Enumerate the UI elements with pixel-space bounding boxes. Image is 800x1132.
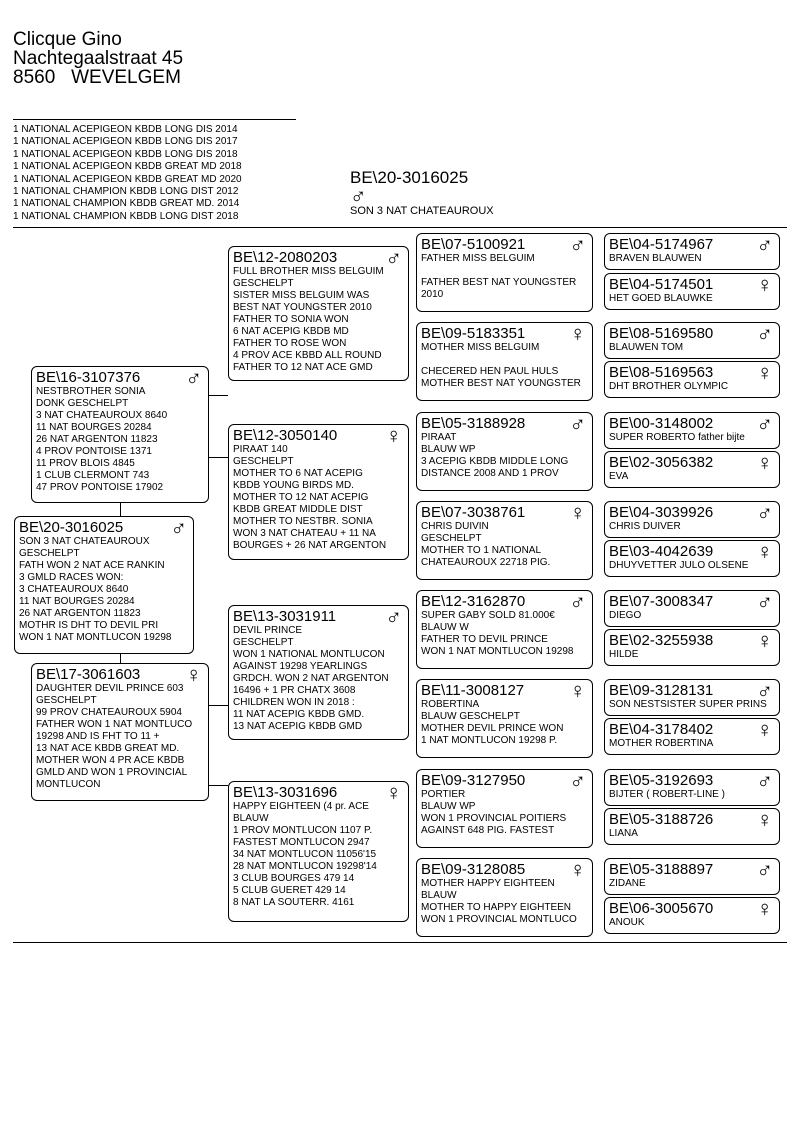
info-line: KBDB YOUNG BIRDS MD. [233, 480, 354, 491]
title-item: 1 NATIONAL ACEPIGEON KBDB LONG DIS 2017 [13, 136, 238, 148]
top-divider [13, 227, 787, 228]
subject-ring: BE\20-3016025 [350, 168, 469, 187]
bottom-divider [13, 942, 787, 943]
info-line: 11 NAT BOURGES 20284 [36, 422, 152, 433]
ring-number: BE\12-3162870 [421, 593, 526, 610]
info-line: DONK GESCHELPT [36, 398, 129, 409]
info-line: 28 NAT MONTLUCON 19298'14 [233, 861, 377, 872]
info-line: 1 CLUB CLERMONT 743 [36, 470, 150, 481]
info-line: 99 PROV CHATEAUROUX 5904 [36, 707, 182, 718]
ring-number: BE\13-3031696 [233, 784, 338, 801]
info-line: WON 1 PROVINCIAL POITIERS [421, 813, 567, 824]
info-line: HET GOED BLAUWKE [609, 293, 713, 304]
pedigree-box-gen4-8 [604, 540, 780, 577]
info-line: FATHER MISS BELGUIM [421, 253, 535, 264]
info-line: MONTLUCON [36, 779, 101, 790]
ring-number: BE\02-3056382 [609, 454, 714, 471]
info-line: MOTHER ROBERTINA [609, 738, 714, 749]
info-line: AGAINST 19298 YEARLINGS [233, 661, 368, 672]
ring-number: BE\09-5183351 [421, 325, 526, 342]
title-item: 1 NATIONAL ACEPIGEON KBDB GREAT MD 2018 [13, 161, 242, 173]
info-line: WON 1 NAT MONTLUCON 19298 [421, 646, 574, 657]
info-line: 11 NAT ACEPIG KBDB GMD. [233, 709, 365, 720]
sex-icon: ♀ [756, 540, 773, 564]
info-line: 11 NAT BOURGES 20284 [19, 596, 135, 607]
info-line: LIANA [609, 828, 638, 839]
info-line: BLAUW [421, 890, 457, 901]
info-line: MOTHER DEVIL PRINCE WON [421, 723, 564, 734]
info-line: BEST NAT YOUNGSTER 2010 [233, 302, 372, 313]
info-line: 2010 [421, 289, 444, 300]
pedigree-box-gen4-3 [604, 322, 780, 359]
info-line: GRDCH. WON 2 NAT ARGENTON [233, 673, 389, 684]
sex-icon: ♀ [185, 663, 202, 687]
info-line: PIRAAT 140 [233, 444, 288, 455]
title-item: 1 NATIONAL ACEPIGEON KBDB GREAT MD 2020 [13, 173, 242, 185]
ring-number: BE\05-3188897 [609, 861, 714, 878]
pedigree-box-gen4-11 [604, 679, 780, 716]
info-line: HAPPY EIGHTEEN (4 pr. ACE [233, 801, 369, 812]
info-line: CHRIS DUIVIN [421, 521, 489, 532]
ring-number: BE\09-3128131 [609, 682, 714, 699]
info-line: SUPER GABY SOLD 81.000€ [421, 610, 555, 621]
ring-number: BE\04-3178402 [609, 721, 714, 738]
owner-name: Clicque Gino [13, 29, 122, 50]
info-line: FULL BROTHER MISS BELGUIM [233, 266, 384, 277]
sex-icon: ♂ [756, 769, 773, 793]
info-line: MOTHR IS DHT TO DEVIL PRI [19, 620, 159, 631]
pedigree-box-dam-dam [228, 781, 409, 922]
sex-icon: ♀ [385, 781, 402, 805]
info-line: BLAUW GESCHELPT [421, 711, 520, 722]
pedigree-box-dam-sire [228, 605, 409, 740]
pedigree-box-sds [416, 412, 593, 491]
info-line: WON 3 NAT CHATEAU + 11 NA [233, 528, 376, 539]
pedigree-box-gen4-12 [604, 718, 780, 755]
sex-icon: ♂ [569, 590, 586, 614]
info-line: BLAUW [233, 813, 269, 824]
ring-number: BE\09-3127950 [421, 772, 526, 789]
info-line: WON 1 PROVINCIAL MONTLUCO [421, 914, 577, 925]
info-line: MOTHER MISS BELGUIM [421, 342, 540, 353]
info-line: ZIDANE [609, 878, 646, 889]
info-line: 16496 + 1 PR CHATX 3608 [233, 685, 356, 696]
info-line: FATHER TO DEVIL PRINCE [421, 634, 548, 645]
info-line: 5 CLUB GUERET 429 14 [233, 885, 346, 896]
ring-number: BE\04-3039926 [609, 504, 714, 521]
info-line: GESCHELPT [233, 637, 294, 648]
info-line: BLAUW WP [421, 444, 476, 455]
pedigree-box-gen4-14 [604, 808, 780, 845]
info-line: BLAUW WP [421, 801, 476, 812]
pedigree-box-pigeon [14, 516, 194, 654]
info-line: SISTER MISS BELGUIM WAS [233, 290, 370, 301]
sex-icon: ♂ [756, 412, 773, 436]
pedigree-box-gen4-4 [604, 361, 780, 398]
pedigree-box-gen4-2 [604, 273, 780, 310]
info-line: 1 PROV MONTLUCON 1107 P. [233, 825, 373, 836]
info-line [421, 265, 588, 277]
sex-icon: ♂ [170, 516, 187, 540]
sex-icon: ♂ [385, 246, 402, 270]
pedigree-box-sire-sire [228, 246, 409, 381]
owner-block [13, 30, 183, 87]
sex-icon: ♀ [756, 451, 773, 475]
connector-line [208, 705, 228, 706]
info-line: DHUYVETTER JULO OLSENE [609, 560, 749, 571]
info-line: ANOUK [609, 917, 645, 928]
info-line: CHATEAUROUX 22718 PIG. [421, 557, 551, 568]
info-line: 13 NAT ACEPIG KBDB GMD [233, 721, 363, 732]
info-line: 34 NAT MONTLUCON 11056'15 [233, 849, 377, 860]
info-line: 8 NAT LA SOUTERR. 4161 [233, 897, 355, 908]
owner-street: Nachtegaalstraat 45 [13, 48, 184, 69]
ring-number: BE\05-3188928 [421, 415, 526, 432]
info-line: 3 ACEPIG KBDB MIDDLE LONG [421, 456, 569, 467]
info-line: 3 CLUB BOURGES 479 14 [233, 873, 355, 884]
info-line: 13 NAT ACE KBDB GREAT MD. [36, 743, 180, 754]
connector-line [208, 395, 228, 396]
pedigree-box-gen4-7 [604, 501, 780, 538]
info-line: FATHER TO 12 NAT ACE GMD [233, 362, 373, 373]
info-line: FATHER BEST NAT YOUNGSTER [421, 277, 577, 288]
sex-icon: ♂ [385, 605, 402, 629]
info-line: GESCHELPT [233, 456, 294, 467]
info-line: SUPER ROBERTO father bijte [609, 432, 745, 443]
pedigree-box-gen4-6 [604, 451, 780, 488]
sex-icon: ♀ [385, 424, 402, 448]
info-line: 3 GMLD RACES WON: [19, 572, 124, 583]
info-line: WON 1 NATIONAL MONTLUCON [233, 649, 385, 660]
ring-number: BE\12-2080203 [233, 249, 338, 266]
owner-city: 8560 WEVELGEM [13, 67, 181, 88]
subject-header [350, 168, 494, 218]
sex-icon: ♀ [756, 273, 773, 297]
sex-icon: ♀ [756, 897, 773, 921]
title-item: 1 NATIONAL CHAMPION KBDB GREAT MD. 2014 [13, 198, 240, 210]
pedigree-box-ddd [416, 858, 593, 937]
info-line: BLAUWEN TOM [609, 342, 684, 353]
sex-icon: ♀ [569, 501, 586, 525]
info-line: 3 CHATEAUROUX 8640 [19, 584, 129, 595]
info-line: NESTBROTHER SONIA [36, 386, 146, 397]
pedigree-box-gen4-1 [604, 233, 780, 270]
info-line: CHILDREN WON IN 2018 : [233, 697, 355, 708]
sex-icon: ♂ [569, 233, 586, 257]
info-line: 26 NAT ARGENTON 11823 [19, 608, 141, 619]
connector-line [120, 503, 121, 516]
sex-icon: ♂ [756, 590, 773, 614]
ring-number: BE\04-5174967 [609, 236, 714, 253]
info-line: 11 PROV BLOIS 4845 [36, 458, 135, 469]
info-line: EVA [609, 471, 629, 482]
sex-icon: ♂ [756, 679, 773, 703]
pedigree-box-gen4-16 [604, 897, 780, 934]
ring-number: BE\07-3038761 [421, 504, 526, 521]
info-line: SON NESTSISTER SUPER PRINS [609, 699, 767, 710]
info-line: 1 NAT MONTLUCON 19298 P. [421, 735, 558, 746]
info-line: FASTEST MONTLUCON 2947 [233, 837, 370, 848]
info-line: CHRIS DUIVER [609, 521, 681, 532]
info-line: DAUGHTER DEVIL PRINCE 603 [36, 683, 184, 694]
info-line: GESCHELPT [233, 278, 294, 289]
info-line: GESCHELPT [421, 533, 482, 544]
info-line: PIRAAT [421, 432, 457, 443]
info-line: MOTHER BEST NAT YOUNGSTER [421, 378, 581, 389]
info-line: 3 NAT CHATEAUROUX 8640 [36, 410, 168, 421]
info-line: KBDB GREAT MIDDLE DIST [233, 504, 363, 515]
connector-line [208, 785, 228, 786]
pedigree-box-gen4-10 [604, 629, 780, 666]
info-line: GESCHELPT [36, 695, 97, 706]
info-line: DIEGO [609, 610, 642, 621]
info-line: MOTHER TO 6 NAT ACEPIG [233, 468, 363, 479]
sex-icon: ♂ [569, 412, 586, 436]
ring-number: BE\06-3005670 [609, 900, 714, 917]
info-line: WON 1 NAT MONTLUCON 19298 [19, 632, 172, 643]
sex-icon: ♂ [756, 501, 773, 525]
pedigree-box-sdd [416, 501, 593, 580]
info-line: MOTHER TO 12 NAT ACEPIG [233, 492, 369, 503]
pedigree-box-sss [416, 233, 593, 312]
ring-number: BE\13-3031911 [233, 608, 337, 625]
subject-description: SON 3 NAT CHATEAUROUX [350, 205, 494, 217]
info-line: DEVIL PRINCE [233, 625, 303, 636]
subject-sex-icon: ♂ [350, 183, 367, 208]
info-line: MOTHER HAPPY EIGHTEEN [421, 878, 555, 889]
info-line: AGAINST 648 PIG. FASTEST [421, 825, 555, 836]
info-line: FATHER WON 1 NAT MONTLUCO [36, 719, 193, 730]
info-line: GMLD AND WON 1 PROVINCIAL [36, 767, 188, 778]
info-line: PORTIER [421, 789, 466, 800]
ring-number: BE\20-3016025 [19, 519, 124, 536]
pedigree-box-gen4-5 [604, 412, 780, 449]
connector-line [120, 654, 121, 663]
info-line: BRAVEN BLAUWEN [609, 253, 702, 264]
sex-icon: ♀ [756, 718, 773, 742]
sex-icon: ♀ [756, 361, 773, 385]
pedigree-box-gen4-15 [604, 858, 780, 895]
pedigree-box-ssd [416, 322, 593, 401]
pedigree-box-sire-dam [228, 424, 409, 560]
info-line: DHT BROTHER OLYMPIC [609, 381, 729, 392]
sex-icon: ♂ [185, 366, 202, 390]
sex-icon: ♂ [756, 233, 773, 257]
pedigree-box-dss [416, 590, 593, 669]
title-item: 1 NATIONAL CHAMPION KBDB LONG DIST 2012 [13, 186, 239, 198]
pedigree-box-dam [31, 663, 209, 801]
info-line: MOTHER WON 4 PR ACE KBDB [36, 755, 185, 766]
info-line: 4 PROV ACE KBBD ALL ROUND [233, 350, 382, 361]
info-line: DISTANCE 2008 AND 1 PROV [421, 468, 559, 479]
sex-icon: ♂ [756, 858, 773, 882]
title-item: 1 NATIONAL ACEPIGEON KBDB LONG DIS 2014 [13, 124, 238, 135]
info-line: 47 PROV PONTOISE 17902 [36, 482, 164, 493]
info-line: 26 NAT ARGENTON 11823 [36, 434, 158, 445]
ring-number: BE\08-5169580 [609, 325, 714, 342]
sex-icon: ♂ [756, 322, 773, 346]
ring-number: BE\02-3255938 [609, 632, 714, 649]
pedigree-box-gen4-13 [604, 769, 780, 806]
info-line: 6 NAT ACEPIG KBDB MD [233, 326, 349, 337]
connector-line [208, 457, 228, 458]
ring-number: BE\03-4042639 [609, 543, 714, 560]
ring-number: BE\07-5100921 [421, 236, 526, 253]
info-line: BIJTER ( ROBERT-LINE ) [609, 789, 725, 800]
title-item: 1 NATIONAL CHAMPION KBDB LONG DIST 2018 [13, 210, 239, 222]
info-line: ROBERTINA [421, 699, 480, 710]
sex-icon: ♀ [569, 679, 586, 703]
pedigree-box-gen4-9 [604, 590, 780, 627]
sex-icon: ♀ [569, 322, 586, 346]
pedigree-box-sire [31, 366, 209, 503]
ring-number: BE\04-5174501 [609, 276, 714, 293]
ring-number: BE\09-3128085 [421, 861, 526, 878]
ring-number: BE\11-3008127 [421, 682, 525, 699]
ring-number: BE\16-3107376 [36, 369, 141, 386]
info-line: FATHER TO SONIA WON [233, 314, 349, 325]
sex-icon: ♀ [756, 629, 773, 653]
titles-list [13, 124, 242, 223]
info-line: CHECERED HEN PAUL HULS [421, 366, 559, 377]
info-line: FATH WON 2 NAT ACE RANKIN [19, 560, 165, 571]
info-line: BLAUW W [421, 622, 469, 633]
pedigree-box-dds [416, 769, 593, 848]
info-line: BOURGES + 26 NAT ARGENTON [233, 540, 387, 551]
sex-icon: ♀ [756, 808, 773, 832]
info-line [421, 354, 588, 366]
info-line: SON 3 NAT CHATEAUROUX [19, 536, 150, 547]
ring-number: BE\12-3050140 [233, 427, 338, 444]
info-line: 4 PROV PONTOISE 1371 [36, 446, 152, 457]
sex-icon: ♂ [569, 769, 586, 793]
info-line: MOTHER TO NESTBR. SONIA [233, 516, 373, 527]
info-line: FATHER TO ROSE WON [233, 338, 347, 349]
info-line: MOTHER TO 1 NATIONAL [421, 545, 542, 556]
ring-number: BE\05-3192693 [609, 772, 714, 789]
title-item: 1 NATIONAL ACEPIGEON KBDB LONG DIS 2018 [13, 148, 238, 160]
ring-number: BE\05-3188726 [609, 811, 714, 828]
pedigree-box-dsd [416, 679, 593, 758]
ring-number: BE\07-3008347 [609, 593, 714, 610]
titles-divider [13, 119, 296, 120]
sex-icon: ♀ [569, 858, 586, 882]
ring-number: BE\00-3148002 [609, 415, 714, 432]
info-line: MOTHER TO HAPPY EIGHTEEN [421, 902, 572, 913]
ring-number: BE\08-5169563 [609, 364, 714, 381]
info-line: 19298 AND IS FHT TO 11 + [36, 731, 160, 742]
info-line: HILDE [609, 649, 639, 660]
info-line: GESCHELPT [19, 548, 80, 559]
ring-number: BE\17-3061603 [36, 666, 141, 683]
